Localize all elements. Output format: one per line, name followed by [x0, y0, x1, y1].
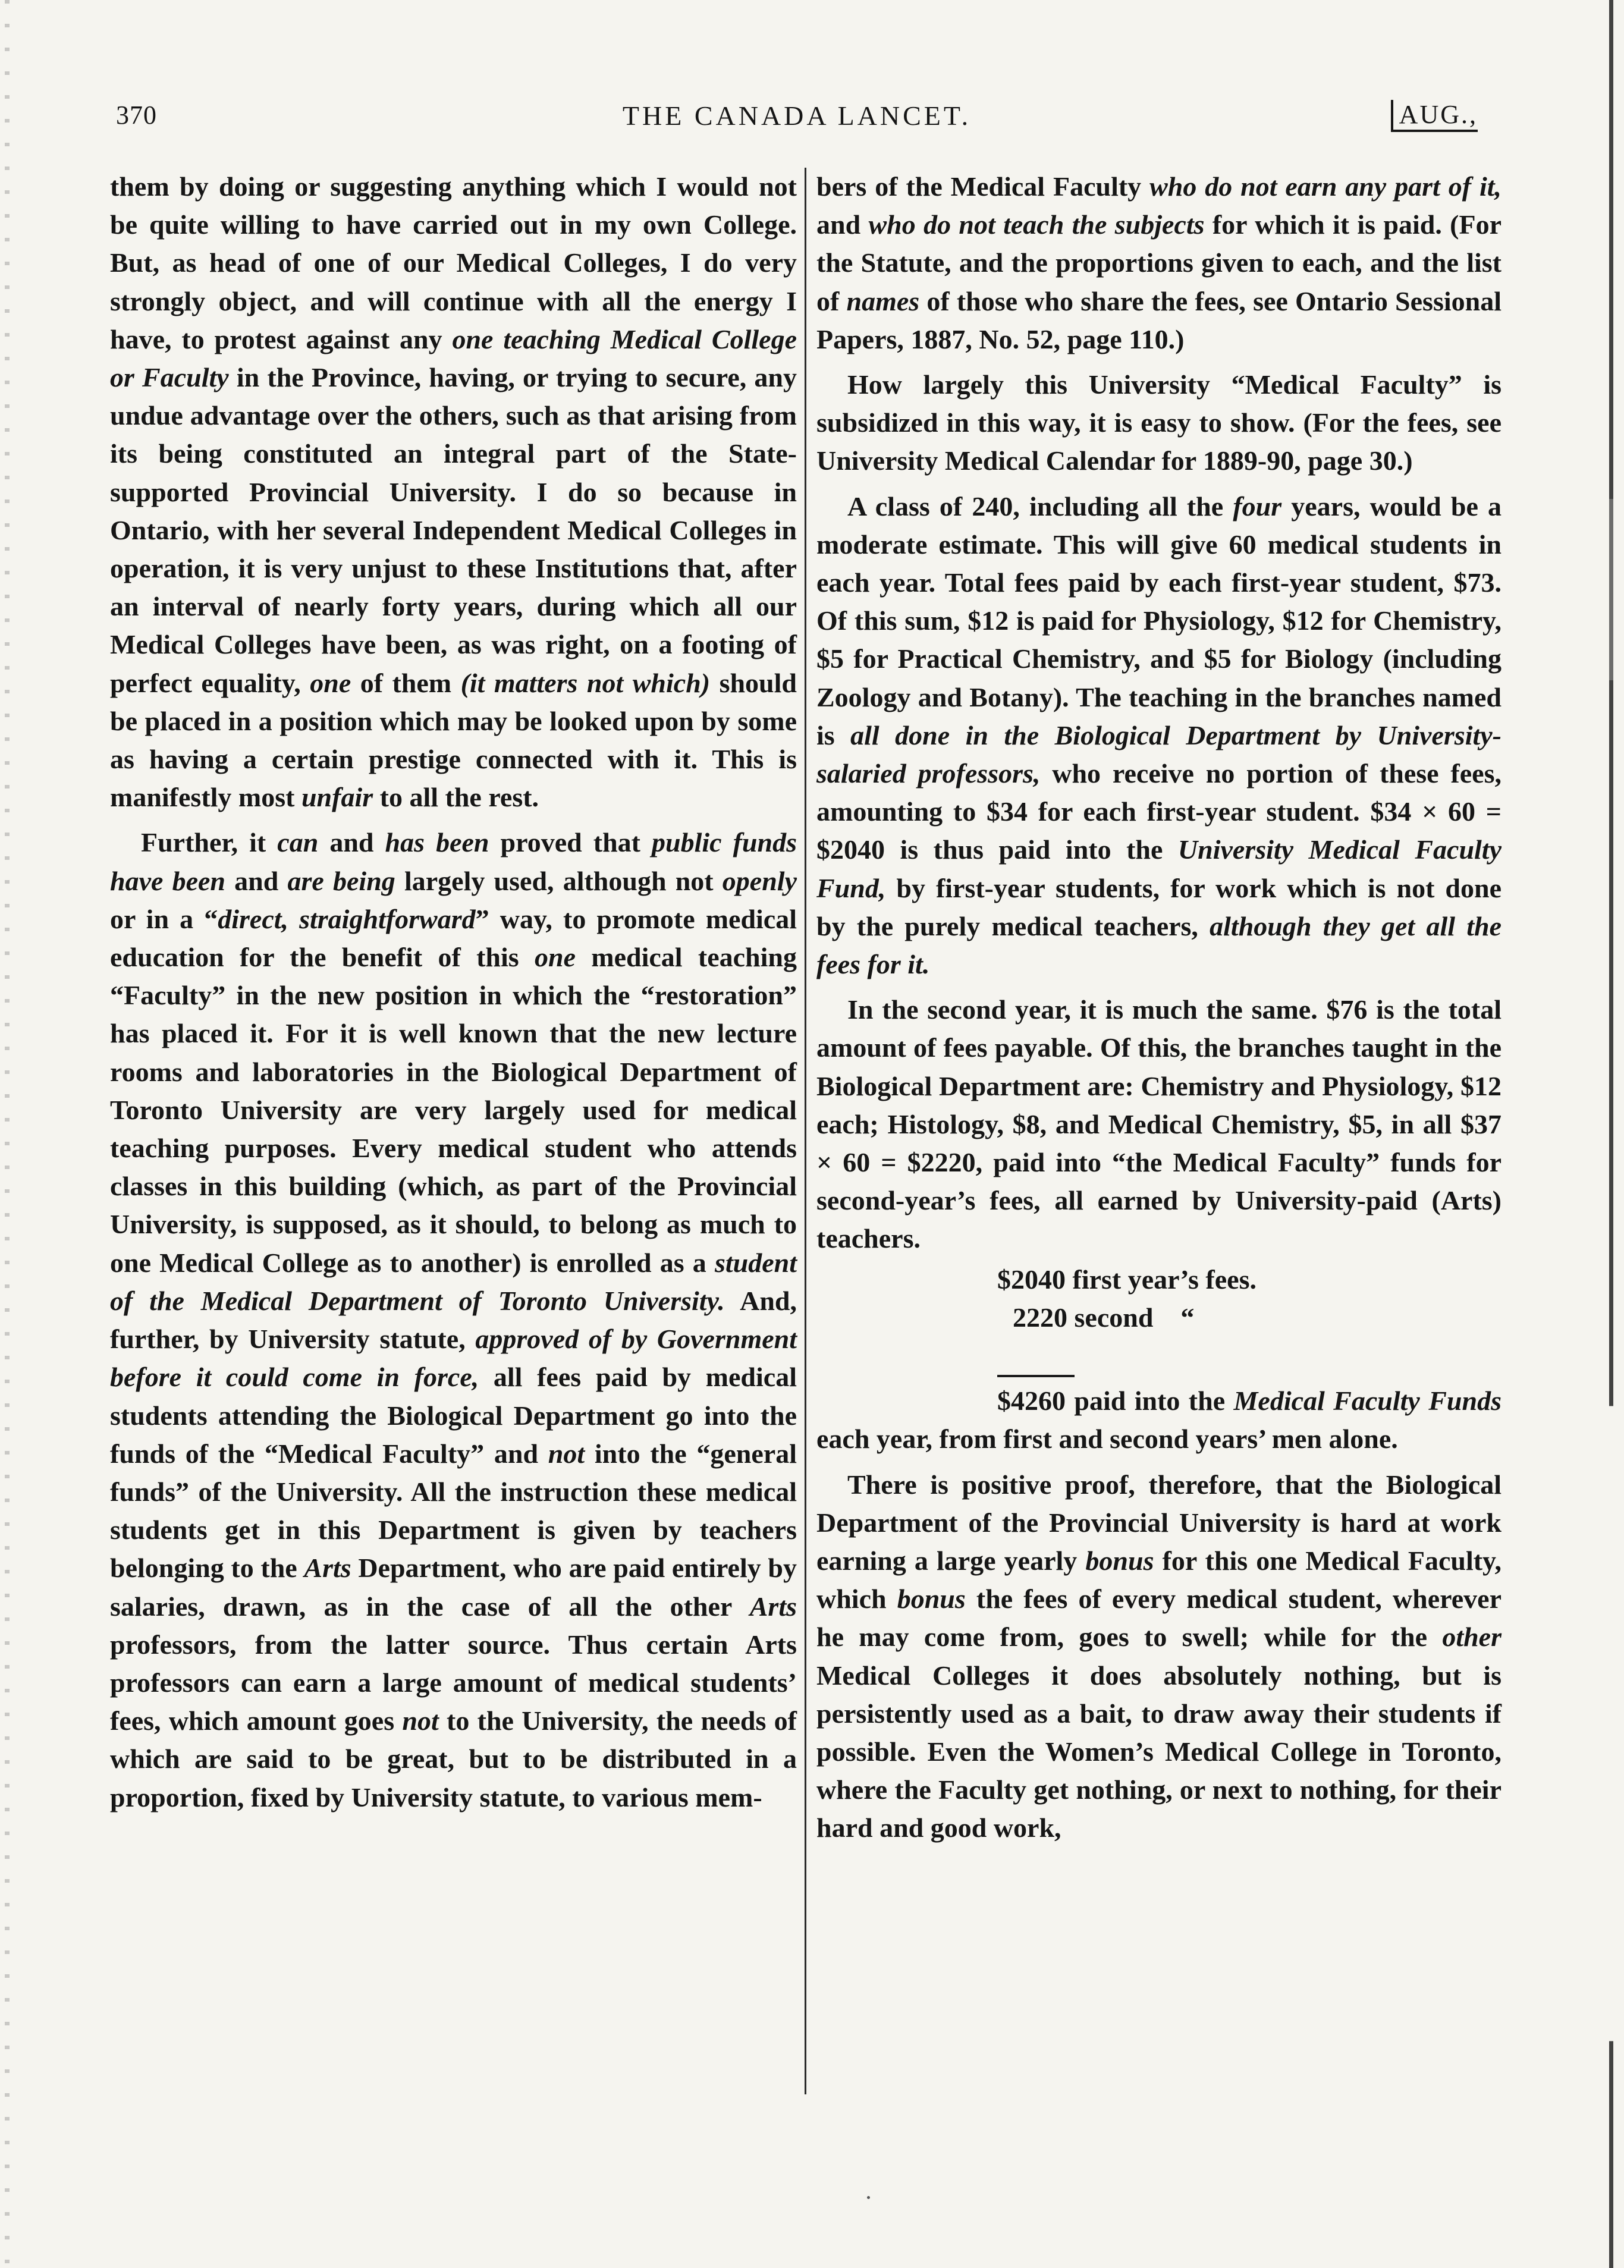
italic-run: who do not earn any part of it,: [1149, 171, 1502, 202]
italic-run: public funds have been: [110, 827, 797, 896]
sum-gap: [816, 1337, 1502, 1375]
italic-run: four: [1233, 491, 1282, 522]
text-run: to all the rest.: [373, 782, 539, 813]
italic-run: (it matters not which): [460, 667, 711, 698]
text-run: who receive no portion of these fees, amounting to $34 for each first-year student. $34 × 60 = $2040 is thus paid into the: [816, 758, 1502, 865]
sum-total-paragraph: [816, 1382, 1502, 1458]
text-run: ” way, to promote medical education for the benefit of this: [110, 903, 797, 973]
italic-run: one teaching Medical College or Faculty: [110, 323, 797, 393]
column-divider: [805, 168, 806, 2094]
italic-run: student of the Medical Department of Toronto University.: [110, 1247, 797, 1316]
text-run: them by doing or suggesting anything which I would not be quite willing to have carried out in my own College. But, as head of one of our Medical Colleges, I do very strongly object, and will continue with all the energy I have, to protest against any: [110, 171, 797, 354]
text-run: the fees of every medical student, wherever he may come from, goes to swell; while for the: [816, 1584, 1502, 1653]
right-paragraph-5: [816, 1466, 1502, 1848]
italic-run: although they get all the fees for it.: [816, 910, 1502, 980]
left-paragraph-2: [110, 824, 797, 1816]
italic-run: openly: [722, 865, 797, 896]
text-run: bers of the Medical Faculty: [816, 171, 1150, 202]
running-title: THE CANADA LANCET.: [622, 100, 972, 131]
issue-month: AUG.,: [1391, 100, 1478, 132]
italic-run: University Medical Faculty Fund,: [816, 834, 1502, 903]
italic-run: one: [535, 942, 576, 973]
text-run: years, would be a moderate estimate. This will give 60 medical students in each year. Total fees paid by each first-year student, $73. Of this sum, $12 is paid for Physiology, $12 for Chemistry, $5 for Practical Chemistry, and $5 for Biology (including Zoology and Botany). The teaching in the branches named is: [816, 491, 1502, 750]
text-run: in the Province, having, or trying to secure, any undue advantage over the others, such as that arising from its being constituted an integral part of the State-supported Provincial University. I do so because in Ontario, with her several Independent Medical Colleges in operation, it is very unjust to these Institutions that, after an interval of nearly forty years, during which all our Medical Colleges have been, as was right, on a footing of perfect equality,: [110, 362, 797, 698]
text-run: of them: [351, 667, 461, 698]
italic-run: are being: [287, 865, 395, 896]
text-run: for this one Medical Faculty, which: [816, 1545, 1502, 1614]
left-paragraph-1: [110, 168, 797, 816]
italic-run: Arts: [749, 1591, 797, 1622]
italic-run: bonus: [897, 1584, 966, 1614]
text-run: A class of 240, including all the: [847, 491, 1233, 522]
scan-speck: [867, 2196, 870, 2199]
text-run: Medical Colleges it does absolutely nothing, but is persistently used as a bait, to draw away their students if possible. Even the Women’s Medical College in Toronto, where the Faculty get nothing, or next to nothing, for their hard and good work,: [816, 1660, 1502, 1843]
italic-run: bonus: [1085, 1545, 1154, 1576]
text-run: And, further, by University statute,: [110, 1285, 797, 1355]
italic-run: who do not teach the subjects: [868, 209, 1205, 240]
italic-run: not: [402, 1705, 439, 1736]
page-number: 370: [116, 100, 157, 130]
text-run: into the “general funds” of the University. All the instruction these medical students get in this Department is given by teachers belonging to the: [110, 1438, 797, 1584]
sum-line-first-year: $2040 first year’s fees.: [997, 1264, 1257, 1295]
right-paragraph-4: In the second year, it is much the same. $76 is the total amount of fees payable. Of this, the branches taught in the Biological Department are: Chemistry and Physiology, $12 each; Histology, $8, and Medical Chemistry, $5, in all $37 × 60 = $2220, paid into “the Medical Faculty” funds for second-year’s fees, all earned by University-paid (Arts) teachers.: [816, 994, 1502, 1254]
text-run: proved that: [489, 827, 652, 858]
fee-sum-block: [816, 1261, 1502, 1459]
text-run: $4260 paid into the: [997, 1386, 1234, 1416]
right-paragraph-3: [816, 488, 1502, 984]
italic-run: Arts: [304, 1553, 351, 1584]
italic-run: direct, straightforward: [218, 903, 476, 934]
text-run: and: [318, 827, 385, 858]
text-run: largely used, although not: [395, 865, 723, 896]
right-column: [816, 168, 1502, 1848]
text-run: by first-year students, for work which is not done by the purely medical teachers,: [816, 872, 1502, 941]
italic-run: Medical Faculty Funds: [1233, 1386, 1502, 1416]
text-run: to the University, the needs of which are said to be great, but to be distributed in a proportion, fixed by University statute, to various mem-: [110, 1705, 797, 1812]
sum-rule: [997, 1375, 1075, 1377]
italic-run: other: [1442, 1622, 1502, 1653]
italic-run: one: [310, 667, 351, 698]
text-run: There is positive proof, therefore, that the Biological Department of the Provincial University is hard at work earning a large yearly: [816, 1469, 1502, 1576]
sum-line-second-year: 2220 second “: [1013, 1302, 1195, 1333]
scan-edge-right: [1609, 0, 1613, 2268]
text-run: professors, from the latter source. Thus certain Arts professors can earn a large amount of medical students’ fees, which amount goes: [110, 1629, 797, 1736]
italic-run: can: [277, 827, 319, 858]
text-run: all fees paid by medical students attending the Biological Department go into the funds of the “Medical Faculty” and: [110, 1362, 797, 1469]
text-run: and: [816, 209, 869, 240]
italic-run: all done in the Biological Department by University-salaried professors,: [816, 720, 1502, 789]
text-run: of those who share the fees, see Ontario Sessional Papers, 1887, No. 52, page 110.): [816, 285, 1502, 354]
italic-run: has been: [385, 827, 489, 858]
scan-edge-left: [5, 0, 10, 2268]
italic-run: approved of by Government before it could come in force,: [110, 1324, 797, 1393]
text-run: Department, who are paid entirely by salaries, drawn, as in the case of all the other: [110, 1553, 797, 1622]
text-run: each year, from first and second years’ men alone.: [816, 1424, 1398, 1455]
page-header: [116, 100, 1478, 142]
italic-run: unfair: [301, 782, 373, 813]
text-run: and: [225, 865, 288, 896]
italic-run: not: [548, 1438, 585, 1469]
italic-run: names: [846, 285, 920, 316]
text-run: for which it is paid. (For the Statute, and the proportions given to each, and the list of: [816, 209, 1502, 316]
text-run: medical teaching “Faculty” in the new position in which the “restoration” has placed it. For it is well known that the new lecture rooms and laboratories in the Biological Department of Toronto University are very largely used for medical teaching purposes. Every medical student who attends classes in this building (which, as part of the Provincial University, is supposed, as it should, to belong as much to one Medical College as to another) is enrolled as a: [110, 942, 797, 1278]
left-column: [110, 168, 797, 1817]
right-paragraph-2: How largely this University “Medical Faculty” is subsidized in this way, it is easy to show. (For the fees, see University Medical Calendar for 1889-90, page 30.): [816, 369, 1502, 476]
right-paragraph-1: [816, 168, 1502, 359]
text-run: Further, it: [141, 827, 278, 858]
text-run: should be placed in a position which may be looked upon by some as having a certain prestige connected with it. This is manifestly most: [110, 667, 797, 813]
text-run: or in a “: [110, 903, 218, 934]
